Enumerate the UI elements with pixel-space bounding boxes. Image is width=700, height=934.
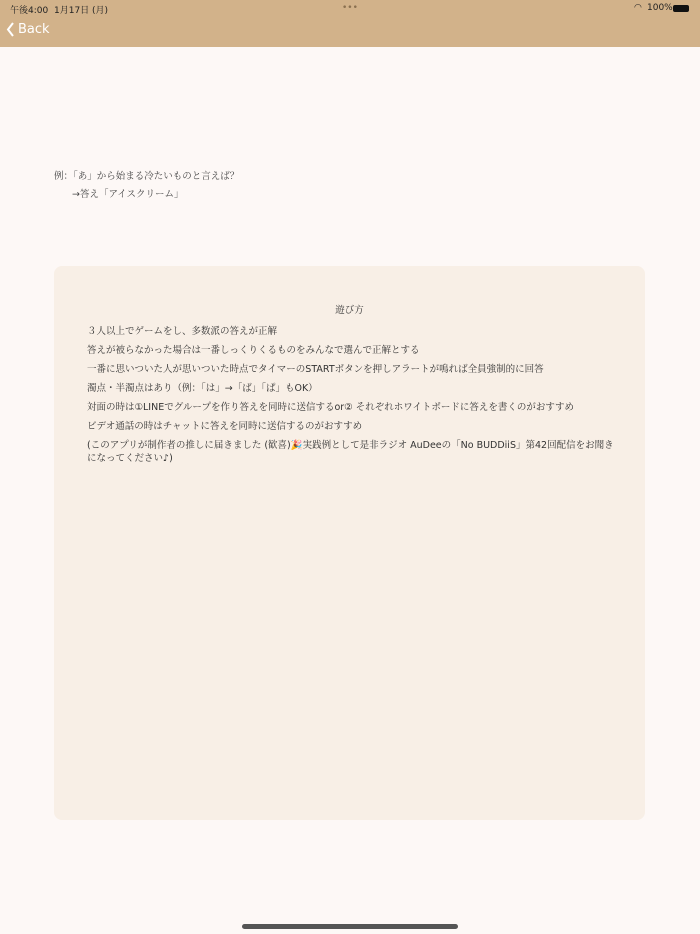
back-label: Back xyxy=(18,22,50,37)
home-indicator[interactable] xyxy=(242,924,458,929)
howto-card xyxy=(54,266,645,820)
rule-item: 一番に思いついた人が思いついた時点でタイマーのSTARTボタンを押しアラートが鳴れば全員強制的に回答 xyxy=(87,364,544,375)
rule-item: 対面の時は①LINEでグループを作り答えを同時に送信するor② それぞれホワイトボードに答えを書くのがおすすめ xyxy=(87,402,575,413)
rule-item: (このアプリが制作者の推しに届きました (歓喜)🎉実践例として是非ラジオ AuDeeの「No BUDDiiS」第42回配信をお聞きになってください♪) xyxy=(87,440,614,464)
battery-icon xyxy=(673,5,689,12)
rules-list xyxy=(87,325,615,471)
rule-item: ３人以上でゲームをし、多数派の答えが正解 xyxy=(87,326,278,337)
back-button[interactable] xyxy=(6,22,50,37)
howto-title: 遊び方 xyxy=(335,305,364,316)
rule-item: 濁点・半濁点はあり（例：「は」→「ば」「ぱ」もOK） xyxy=(87,383,318,394)
example-question: 例：「あ」から始まる冷たいものと言えば？ xyxy=(54,171,240,182)
multitask-dots[interactable]: ••• xyxy=(342,3,358,13)
chevron-left-icon xyxy=(6,22,15,37)
wifi-icon: ◠ xyxy=(634,3,642,13)
battery-level: 100% xyxy=(647,3,673,13)
status-date: 1月17日 (月) xyxy=(54,6,109,16)
nav-bar xyxy=(0,0,700,47)
example-answer: →答え「アイスクリーム」 xyxy=(72,189,184,200)
status-time: 午後4:00 xyxy=(10,6,49,16)
rule-item: 答えが被らなかった場合は一番しっくりくるものをみんなで選んで正解とする xyxy=(87,345,420,356)
rule-item: ビデオ通話の時はチャットに答えを同時に送信するのがおすすめ xyxy=(87,421,363,432)
